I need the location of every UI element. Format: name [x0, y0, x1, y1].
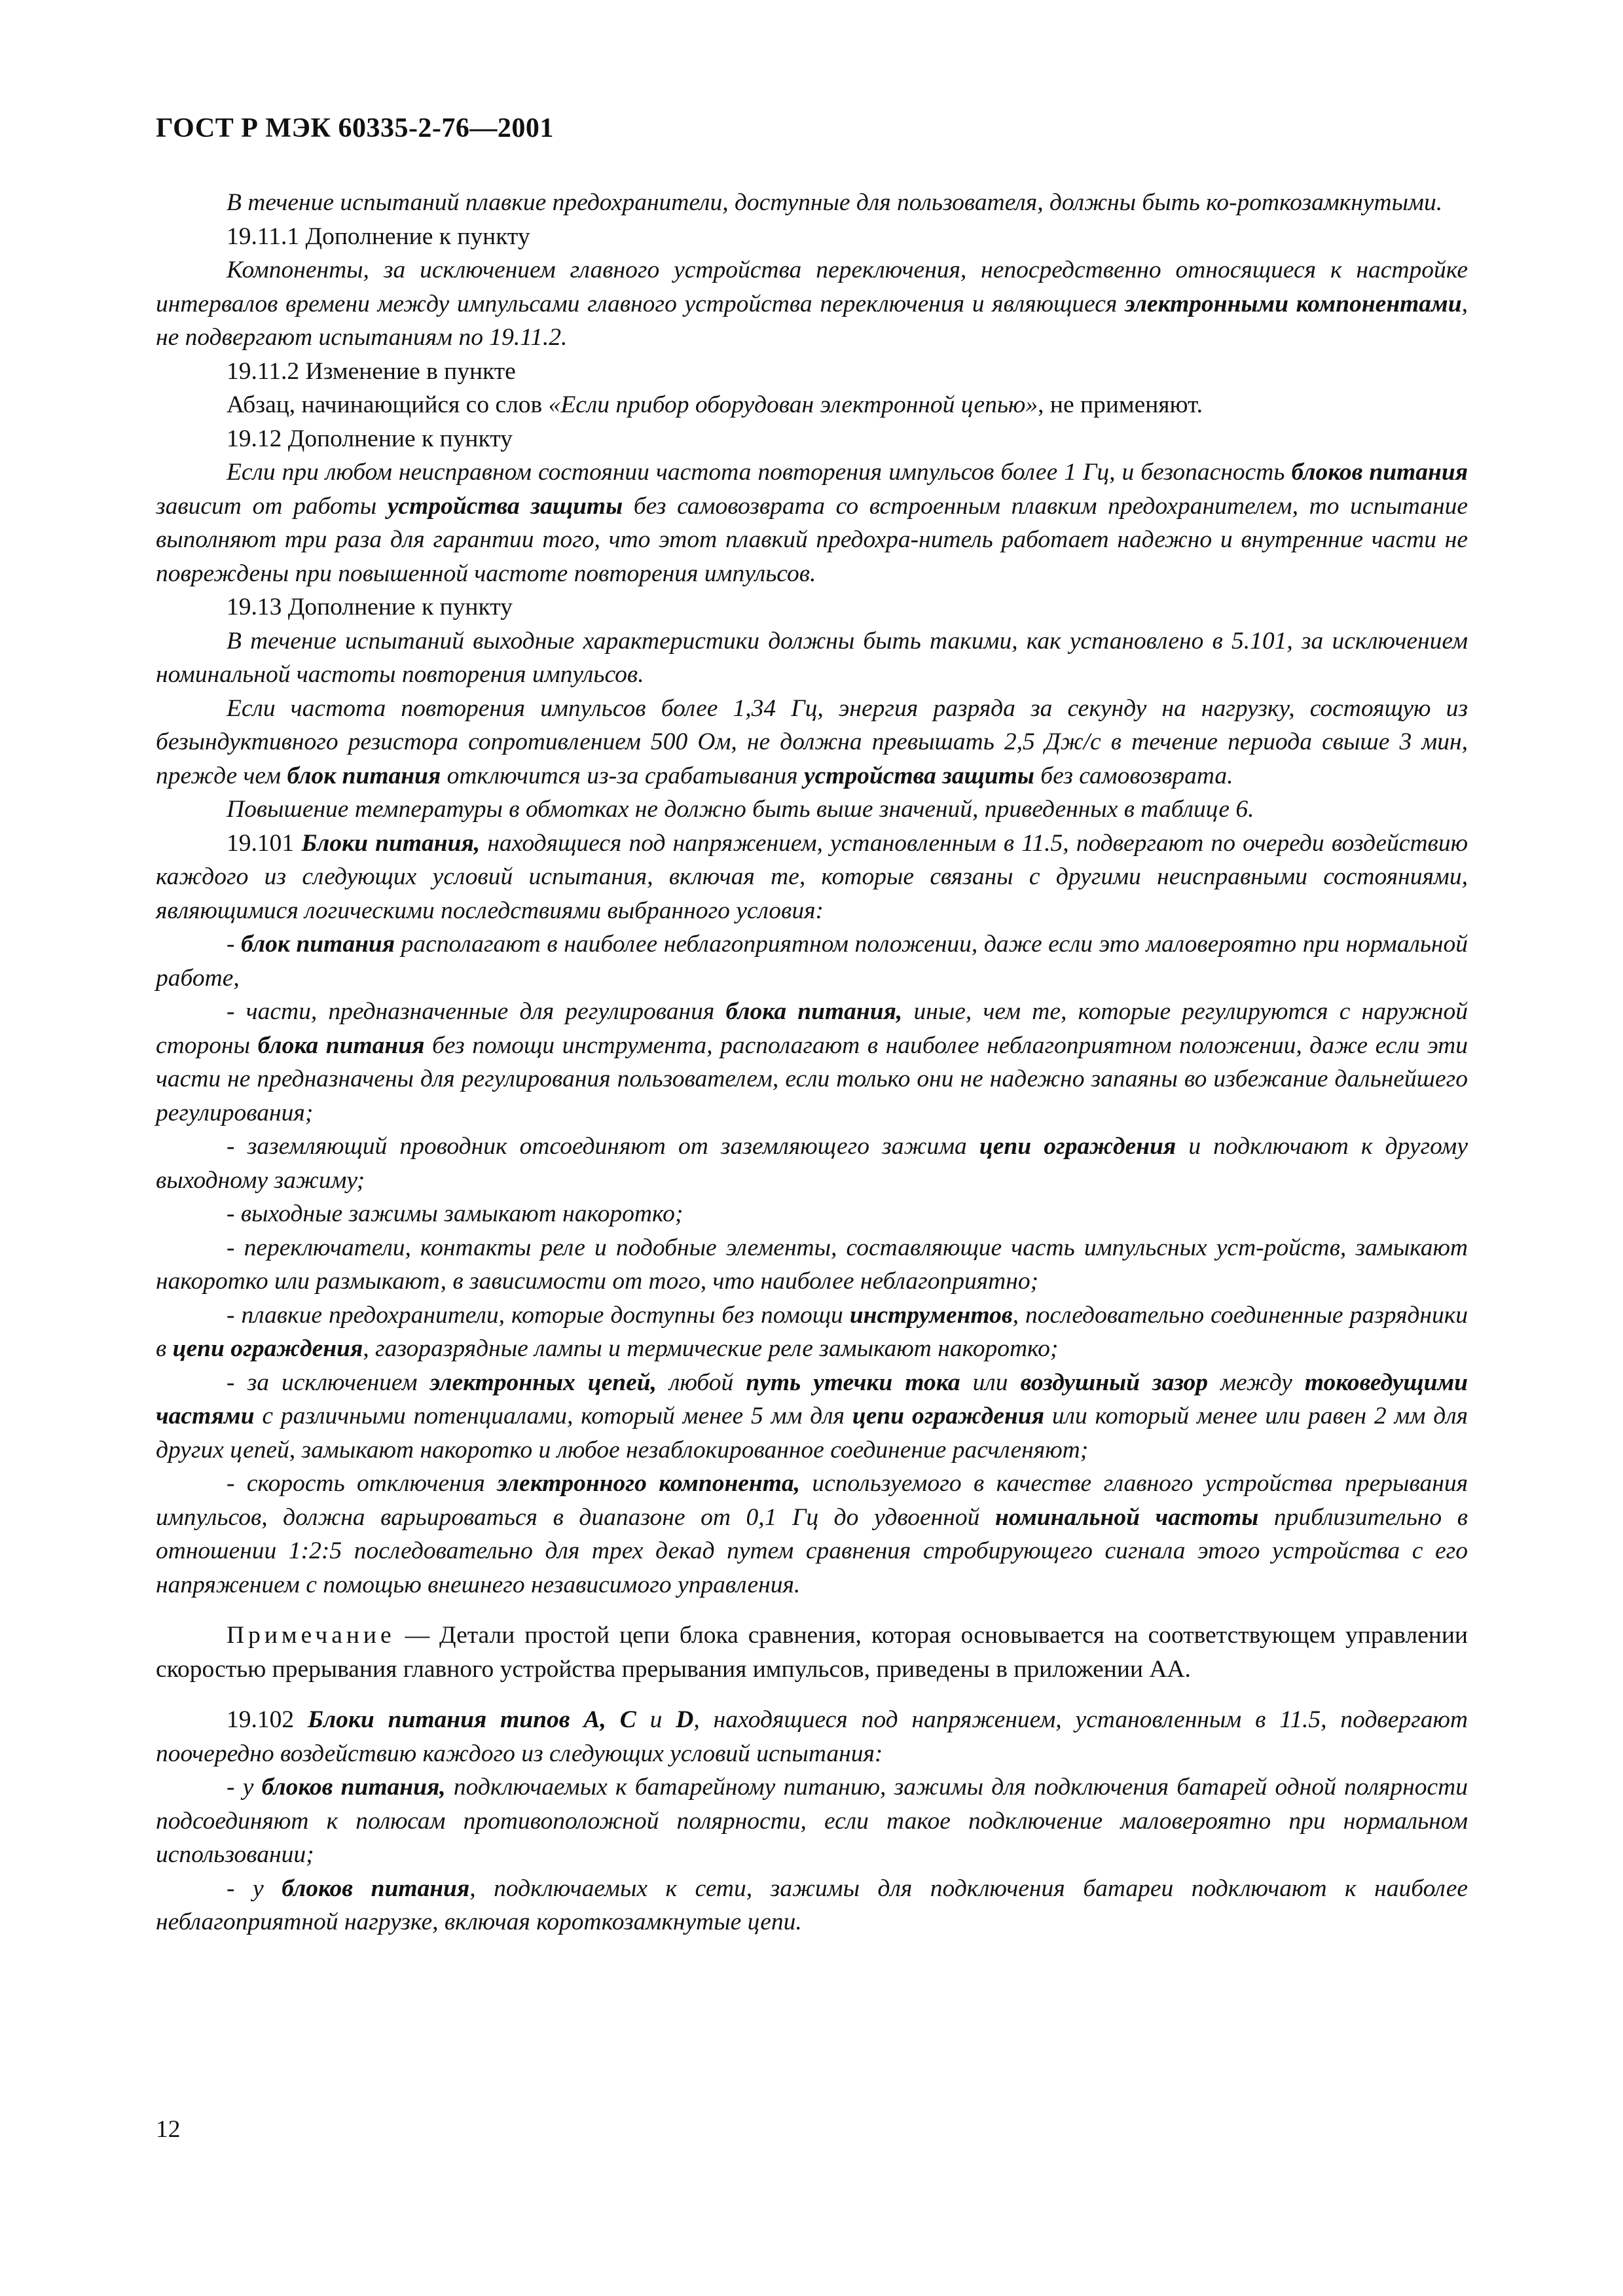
text-run: -: [227, 931, 242, 958]
text-run: - части, предназначенные для регулирования: [227, 998, 726, 1025]
paragraph: [156, 1467, 1468, 1602]
paragraph: [156, 827, 1468, 928]
defined-term: блоков питания: [282, 1874, 470, 1902]
text-run: Если частота повторения импульсов более 1,34 Гц, энергия разряда за секунду на нагрузку, состоящую из безындуктивного резистора сопротивлением 500 Ом, не должна превышать 2,5 Дж/с в течение периода свыше 3 мин, прежде чем: [156, 694, 1468, 789]
paragraph: [156, 590, 1468, 624]
text-run: иные, чем те, которые регулируются с наружной стороны: [156, 998, 1468, 1059]
text-run: подключаемых к батарейному питанию, зажимы для подключения батарей одной полярности подсоединяют к полюсам противоположной полярности, если такое подключение маловероятно при нормальном использовании;: [156, 1774, 1468, 1868]
defined-term: путь утечки тока: [746, 1369, 960, 1396]
text-run: 19.102: [227, 1706, 308, 1733]
text-run: располагают в наиболее неблагоприятном положении, даже если это маловероятно при нормальной работе,: [156, 931, 1468, 992]
text-run: без самовозврата.: [1034, 762, 1233, 789]
text-run: 19.101: [227, 829, 302, 857]
text-run: 19.11.2 Изменение в пункте: [227, 357, 516, 385]
text-run: используемого в качестве главного устройства прерывания импульсов, должна варьироваться в диапазоне от 0,1 Гц до удвоенной: [156, 1470, 1468, 1531]
text-run: находящиеся под напряжением, установленным в 11.5, подвергают по очереди воздействию каждого из следующих условий испытания, включая те, которые связаны с другими неисправными состояниями, являющимися логическими последствиями выбранного условия:: [156, 829, 1468, 924]
text-run: Если при любом неисправном состоянии частота повторения импульсов более 1 Гц, и безопасность: [227, 459, 1292, 486]
text-run: или: [960, 1369, 1021, 1396]
text-run: - заземляющий проводник отсоединяют от заземляющего зажима: [227, 1133, 979, 1160]
defined-term: воздушный зазор: [1020, 1369, 1209, 1396]
text-run: без самовозврата со встроенным плавким предохранителем, то испытание выполняют три раза для гарантии того, что этот плавкий предохра-нитель работает надежно и внутренние части не повреждены при повышенной частоте повторения импульсов.: [156, 492, 1468, 587]
defined-term: блока питания,: [725, 998, 903, 1025]
page-number: 12: [156, 2116, 181, 2143]
text-run: , находящиеся под напряжением, установленным в 11.5, подвергают поочередно воздействию каждого из следующих условий испытания:: [156, 1706, 1468, 1767]
document-body: [156, 186, 1468, 1939]
text-run: - у: [227, 1874, 282, 1902]
text-run: Абзац, начинающийся со слов: [227, 391, 549, 418]
defined-term: инструментов: [849, 1301, 1013, 1329]
text-run: - за исключением: [227, 1369, 430, 1396]
text-run: - выходные зажимы замыкают накоротко;: [227, 1200, 684, 1227]
paragraph: [156, 1872, 1468, 1939]
standard-header: ГОСТ Р МЭК 60335-2-76—2001: [156, 113, 554, 143]
defined-term: блоков питания,: [261, 1774, 446, 1801]
paragraph: [156, 253, 1468, 355]
paragraph: [156, 1770, 1468, 1872]
note-paragraph: [156, 1619, 1468, 1686]
text-run: - у: [227, 1774, 262, 1801]
paragraph: [156, 1299, 1468, 1366]
text-run: 19.11.1 Дополнение к пункту: [227, 223, 530, 250]
defined-term: номинальной частоты: [994, 1503, 1259, 1531]
paragraph: [156, 793, 1468, 827]
defined-term: блок питания: [241, 931, 395, 958]
defined-term: устройства защиты: [804, 762, 1034, 789]
text-run: 19.12 Дополнение к пункту: [227, 425, 513, 452]
text-run: отключится из-за срабатывания: [441, 762, 804, 789]
paragraph: [156, 1231, 1468, 1299]
paragraph: [156, 692, 1468, 793]
defined-term: устройства защиты: [387, 492, 623, 520]
paragraph: [156, 624, 1468, 692]
text-run: между: [1208, 1369, 1305, 1396]
defined-term: блока питания: [257, 1031, 425, 1059]
defined-term: электронного компонента,: [497, 1470, 801, 1497]
text-run: - переключатели, контакты реле и подобные элементы, составляющие часть импульсных уст-ройств, замыкают накоротко или размыкают, в зависимости от того, что наиболее неблагоприятно;: [156, 1234, 1468, 1295]
paragraph: [156, 1197, 1468, 1231]
defined-term: D: [676, 1706, 694, 1733]
text-run: - скорость отключения: [227, 1470, 498, 1497]
text-run: «Если прибор оборудован электронной цепью»: [548, 391, 1038, 418]
defined-term: Блоки питания,: [301, 829, 481, 857]
defined-term: электронных цепей,: [429, 1369, 657, 1396]
text-run: , последовательно соединенные разрядники в: [156, 1301, 1468, 1362]
text-run: или который менее или равен 2 мм для других цепей, замыкают накоротко и любое незаблокированное соединение расчленяют;: [156, 1403, 1468, 1463]
paragraph: [156, 1703, 1468, 1770]
text-run: , подключаемых к сети, зажимы для подключения батареи подключают к наиболее неблагоприятной нагрузке, включая короткозамкнутые цепи.: [156, 1874, 1468, 1935]
text-run: зависит от работы: [156, 492, 388, 520]
text-run: , газоразрядные лампы и термические реле замыкают накоротко;: [363, 1335, 1059, 1362]
text-run: любой: [657, 1369, 746, 1396]
text-run: и подключают к другому выходному зажиму;: [156, 1133, 1468, 1194]
paragraph: [156, 1366, 1468, 1467]
text-run: - плавкие предохранители, которые доступны без помощи: [227, 1301, 850, 1329]
paragraph: [156, 355, 1468, 389]
text-run: Повышение температуры в обмотках не должно быть выше значений, приведенных в таблице 6.: [227, 796, 1254, 823]
text-run: без помощи инструмента, располагают в наиболее неблагоприятном положении, даже если эти части не предназначены для регулирования пользователем, если только они не надежно запаяны во избежание дальнейшего регулирования;: [156, 1031, 1468, 1126]
paragraph: [156, 186, 1468, 220]
text-run: с различными потенциалами, который менее 5 мм для: [254, 1403, 852, 1429]
text-run: В течение испытаний выходные характеристики должны быть такими, как установлено в 5.101, за исключением номинальной частоты повторения импульсов.: [156, 627, 1468, 688]
defined-term: блок питания: [287, 762, 441, 789]
text-run: 19.13 Дополнение к пункту: [227, 594, 513, 620]
text-run: , не подвергают испытаниям по 19.11.2.: [156, 290, 1468, 351]
paragraph: [156, 456, 1468, 590]
defined-term: токоведущими частями: [156, 1369, 1468, 1429]
defined-term: блоков питания: [1291, 459, 1468, 486]
text-run: Компоненты, за исключением главного устройства переключения, непосредственно относящиеся к настройке интервалов времени между импульсами главного устройства переключения и являющиеся: [156, 257, 1468, 317]
text-run: и: [636, 1706, 676, 1733]
defined-term: цепи ограждения: [852, 1403, 1045, 1429]
paragraph: [156, 995, 1468, 1130]
text-run: , не применяют.: [1038, 391, 1203, 418]
paragraph: [156, 422, 1468, 456]
text-run: В течение испытаний плавкие предохранители, доступные для пользователя, должны быть ко-роткозамкнутыми.: [227, 189, 1443, 216]
defined-term: электронными компонентами: [1125, 290, 1462, 317]
paragraph: [156, 220, 1468, 254]
note-label: Примечание: [227, 1622, 395, 1649]
paragraph: [156, 927, 1468, 995]
defined-term: цепи ограждения: [979, 1133, 1176, 1160]
paragraph: [156, 388, 1468, 422]
defined-term: Блоки питания типов A, C: [308, 1706, 636, 1733]
paragraph: [156, 1130, 1468, 1197]
text-run: — Детали простой цепи блока сравнения, которая основывается на соответствующем управлении скоростью прерывания главного устройства прерывания импульсов, приведены в приложении АА.: [156, 1622, 1468, 1683]
defined-term: цепи ограждения: [172, 1335, 363, 1362]
text-run: приблизительно в отношении 1:2:5 последовательно для трех декад путем сравнения стробирующего сигнала этого устройства с его напряжением с помощью внешнего независимого управления.: [156, 1503, 1468, 1598]
